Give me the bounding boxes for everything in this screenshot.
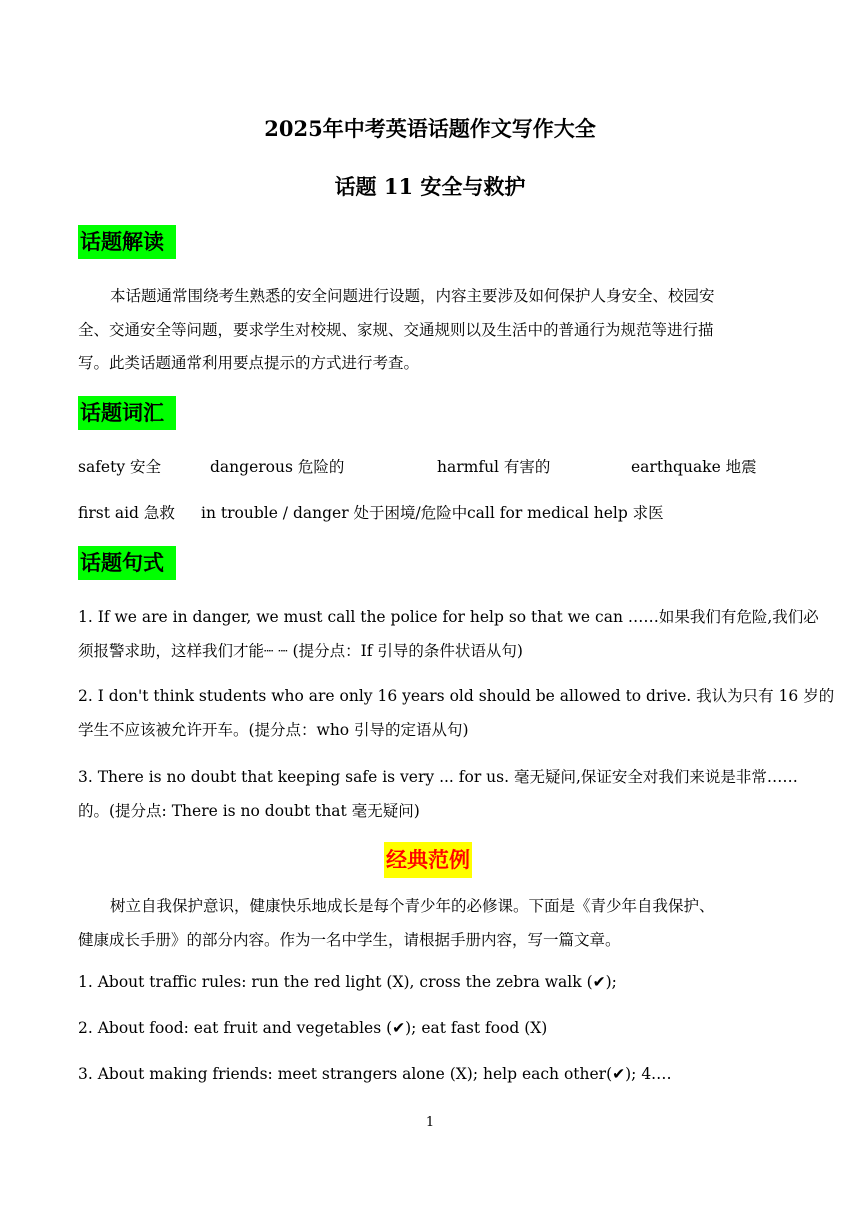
sentence-line: 3. There is no doubt that keeping safe is very ... for us. 毫无疑问,保证安全对我们来说是非常…… [78, 768, 798, 786]
example-item: 2. About food: eat fruit and vegetables (✔); eat fast food (X) [78, 1019, 548, 1037]
sentence-line: 的。(提分点: There is no doubt that 毫无疑问) [78, 802, 420, 820]
section-heading-sentences: 话题句式 [78, 546, 176, 580]
sentence-line: 1. If we are in danger, we must call the police for help so that we can ……如果我们有危险,我们必 [78, 608, 819, 626]
topic-subtitle: 话题 11 安全与救护 [334, 174, 526, 199]
vocab-item: first aid 急救 [78, 504, 175, 522]
section-heading-vocabulary: 话题词汇 [78, 396, 176, 430]
vocab-item: call for medical help 求医 [467, 504, 664, 522]
sentence-line: 须报警求助，这样我们才能┈ ┈ (提分点：If 引导的条件状语从句) [78, 642, 523, 660]
vocab-item: harmful 有害的 [437, 458, 551, 476]
document-title: 2025年中考英语话题作文写作大全 [264, 116, 596, 141]
example-intro-line: 健康成长手册》的部分内容。作为一名中学生，请根据手册内容，写一篇文章。 [78, 931, 621, 949]
vocab-item: dangerous 危险的 [210, 458, 345, 476]
sentence-line: 学生不应该被允许开车。(提分点：who 引导的定语从句) [78, 721, 469, 739]
vocab-item: safety 安全 [78, 458, 162, 476]
page-number: 1 [425, 1115, 435, 1130]
example-item: 3. About making friends: meet strangers alone (X); help each other(✔); 4.… [78, 1065, 672, 1083]
example-intro-line: 树立自我保护意识，健康快乐地成长是每个青少年的必修课。下面是《青少年自我保护、 [110, 897, 715, 915]
interpretation-line-3: 写。此类话题通常利用要点提示的方式进行考查。 [78, 354, 420, 372]
vocab-item: earthquake 地震 [631, 458, 757, 476]
interpretation-line-1: 本话题通常围绕考生熟悉的安全问题进行设题，内容主要涉及如何保护人身安全、校园安 [110, 287, 715, 305]
interpretation-line-2: 全、交通安全等问题，要求学生对校规、家规、交通规则以及生活中的普通行为规范等进行描 [78, 321, 714, 339]
vocab-item: in trouble / danger 处于困境/危险中 [201, 504, 468, 522]
section-heading-interpretation: 话题解读 [78, 225, 176, 259]
sentence-line: 2. I don't think students who are only 16 years old should be allowed to drive. 我认为只有 16 岁的 [78, 687, 835, 705]
example-item: 1. About traffic rules: run the red light (X), cross the zebra walk (✔); [78, 973, 617, 991]
section-heading-example: 经典范例 [384, 842, 472, 878]
